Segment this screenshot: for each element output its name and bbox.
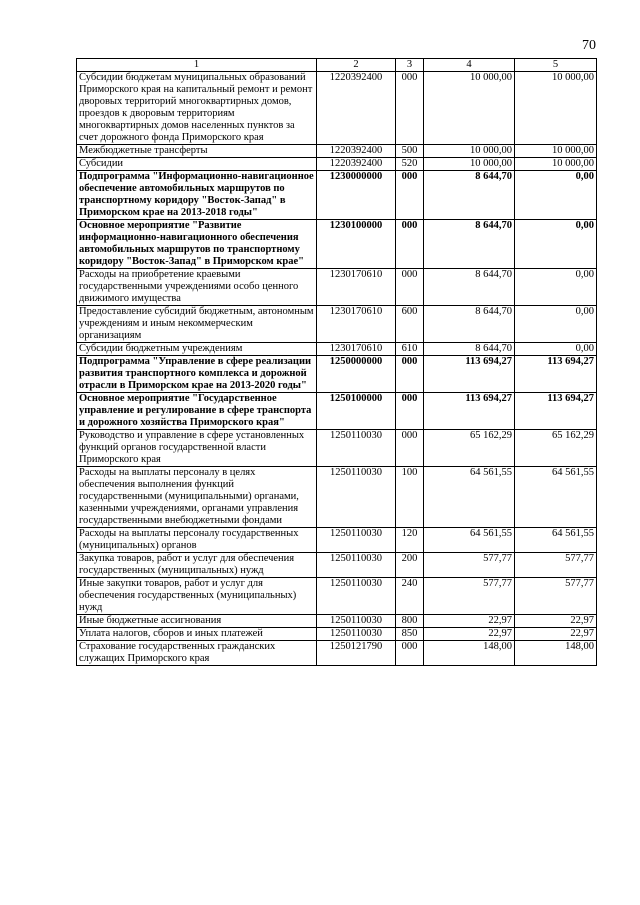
header-row <box>77 59 597 72</box>
row-name-cell: Иные бюджетные ассигнования <box>77 615 317 628</box>
header-col-2: 2 <box>317 59 396 72</box>
row-name-cell: Подпрограмма "Управление в сфере реализации развития транспортного комплекса и дорожной отрасли в Приморском крае на 2013-2020 годы" <box>77 356 317 393</box>
table-row <box>77 356 597 393</box>
row-sum-2020-cell: 577,77 <box>515 553 597 578</box>
table-row <box>77 641 597 666</box>
row-sum-2019-cell: 64 561,55 <box>424 467 515 528</box>
row-vr-cell: 240 <box>396 578 424 615</box>
row-sum-2020-cell: 113 694,27 <box>515 393 597 430</box>
table-row <box>77 171 597 220</box>
row-name-cell: Межбюджетные трансферты <box>77 145 317 158</box>
row-vr-cell: 000 <box>396 430 424 467</box>
row-sum-2020-cell: 65 162,29 <box>515 430 597 467</box>
row-code-cell: 1230000000 <box>317 171 396 220</box>
table-row <box>77 430 597 467</box>
row-sum-2019-cell: 113 694,27 <box>424 356 515 393</box>
row-sum-2019-cell: 8 644,70 <box>424 269 515 306</box>
row-name-cell: Руководство и управление в сфере установленных функций органов государственной власти Приморского края <box>77 430 317 467</box>
row-name-cell: Иные закупки товаров, работ и услуг для обеспечения государственных (муниципальных) нужд <box>77 578 317 615</box>
row-vr-cell: 100 <box>396 467 424 528</box>
row-name-cell: Субсидии бюджетам муниципальных образований Приморского края на капитальный ремонт и ремонт дворовых территорий многоквартирных домов, проездов к дворовым территориям многоквартирных домов населенных пунктов за счет дорожного фонда Приморского края <box>77 72 317 145</box>
table-row <box>77 158 597 171</box>
row-vr-cell: 800 <box>396 615 424 628</box>
row-code-cell: 1220392400 <box>317 158 396 171</box>
row-name-cell: Подпрограмма "Информационно-навигационное обеспечение автомобильных маршрутов по транспортному коридору "Восток-Запад" в Приморском крае на 2013-2018 годы" <box>77 171 317 220</box>
row-sum-2020-cell: 64 561,55 <box>515 528 597 553</box>
row-vr-cell: 000 <box>396 269 424 306</box>
row-code-cell: 1230100000 <box>317 220 396 269</box>
row-vr-cell: 000 <box>396 171 424 220</box>
row-sum-2020-cell: 0,00 <box>515 306 597 343</box>
row-name-cell: Расходы на выплаты персоналу государственных (муниципальных) органов <box>77 528 317 553</box>
table-row <box>77 220 597 269</box>
table-row <box>77 628 597 641</box>
row-code-cell: 1250110030 <box>317 578 396 615</box>
row-code-cell: 1250121790 <box>317 641 396 666</box>
row-sum-2020-cell: 10 000,00 <box>515 72 597 145</box>
row-vr-cell: 000 <box>396 72 424 145</box>
row-code-cell: 1250110030 <box>317 467 396 528</box>
row-code-cell: 1230170610 <box>317 269 396 306</box>
row-vr-cell: 000 <box>396 356 424 393</box>
row-name-cell: Субсидии <box>77 158 317 171</box>
row-sum-2020-cell: 64 561,55 <box>515 467 597 528</box>
row-sum-2019-cell: 577,77 <box>424 553 515 578</box>
table-row <box>77 578 597 615</box>
row-vr-cell: 610 <box>396 343 424 356</box>
table-row <box>77 553 597 578</box>
row-sum-2020-cell: 0,00 <box>515 343 597 356</box>
row-sum-2020-cell: 10 000,00 <box>515 145 597 158</box>
row-sum-2020-cell: 0,00 <box>515 220 597 269</box>
row-sum-2019-cell: 8 644,70 <box>424 220 515 269</box>
row-name-cell: Страхование государственных гражданских служащих Приморского края <box>77 641 317 666</box>
header-col-1: 1 <box>77 59 317 72</box>
row-sum-2019-cell: 10 000,00 <box>424 145 515 158</box>
page-number: 70 <box>582 38 596 53</box>
row-vr-cell: 600 <box>396 306 424 343</box>
row-sum-2020-cell: 0,00 <box>515 269 597 306</box>
row-sum-2020-cell: 10 000,00 <box>515 158 597 171</box>
row-name-cell: Закупка товаров, работ и услуг для обеспечения государственных (муниципальных) нужд <box>77 553 317 578</box>
row-sum-2020-cell: 113 694,27 <box>515 356 597 393</box>
row-name-cell: Расходы на выплаты персоналу в целях обеспечения выполнения функций государственными (муниципальными) органами, казенными учреждениями, органами управления государственными внебюджетными фондами <box>77 467 317 528</box>
row-code-cell: 1250110030 <box>317 553 396 578</box>
table-row <box>77 72 597 145</box>
row-sum-2019-cell: 22,97 <box>424 628 515 641</box>
row-sum-2020-cell: 148,00 <box>515 641 597 666</box>
table-row <box>77 145 597 158</box>
row-vr-cell: 000 <box>396 393 424 430</box>
table-row <box>77 615 597 628</box>
row-name-cell: Основное мероприятие "Развитие информационно-навигационного обеспечения автомобильных маршрутов по транспортному коридору "Восток-Запад" в Приморском крае" <box>77 220 317 269</box>
table-body <box>77 72 597 666</box>
table-row <box>77 393 597 430</box>
row-sum-2019-cell: 8 644,70 <box>424 343 515 356</box>
row-code-cell: 1220392400 <box>317 72 396 145</box>
header-col-3: 3 <box>396 59 424 72</box>
row-sum-2019-cell: 113 694,27 <box>424 393 515 430</box>
budget-table <box>76 58 597 666</box>
row-code-cell: 1250100000 <box>317 393 396 430</box>
row-name-cell: Предоставление субсидий бюджетным, автономным учреждениям и иным некоммерческим организациям <box>77 306 317 343</box>
row-code-cell: 1230170610 <box>317 306 396 343</box>
row-sum-2020-cell: 577,77 <box>515 578 597 615</box>
row-vr-cell: 500 <box>396 145 424 158</box>
row-sum-2019-cell: 577,77 <box>424 578 515 615</box>
row-vr-cell: 520 <box>396 158 424 171</box>
row-code-cell: 1230170610 <box>317 343 396 356</box>
table-row <box>77 306 597 343</box>
row-vr-cell: 850 <box>396 628 424 641</box>
row-code-cell: 1250110030 <box>317 615 396 628</box>
row-sum-2020-cell: 22,97 <box>515 615 597 628</box>
row-sum-2019-cell: 65 162,29 <box>424 430 515 467</box>
row-name-cell: Уплата налогов, сборов и иных платежей <box>77 628 317 641</box>
row-code-cell: 1250110030 <box>317 628 396 641</box>
row-vr-cell: 120 <box>396 528 424 553</box>
row-sum-2019-cell: 64 561,55 <box>424 528 515 553</box>
table-row <box>77 269 597 306</box>
row-code-cell: 1250000000 <box>317 356 396 393</box>
header-col-5: 5 <box>515 59 597 72</box>
row-sum-2019-cell: 8 644,70 <box>424 306 515 343</box>
table-row <box>77 528 597 553</box>
row-sum-2020-cell: 0,00 <box>515 171 597 220</box>
row-vr-cell: 000 <box>396 641 424 666</box>
row-vr-cell: 000 <box>396 220 424 269</box>
table-row <box>77 343 597 356</box>
row-sum-2019-cell: 10 000,00 <box>424 158 515 171</box>
row-name-cell: Основное мероприятие "Государственное управление и регулирование в сфере транспорта и дорожного хозяйства Приморского края" <box>77 393 317 430</box>
row-name-cell: Расходы на приобретение краевыми государственными учреждениями особо ценного движимого имущества <box>77 269 317 306</box>
row-sum-2019-cell: 22,97 <box>424 615 515 628</box>
row-sum-2019-cell: 148,00 <box>424 641 515 666</box>
row-vr-cell: 200 <box>396 553 424 578</box>
row-code-cell: 1220392400 <box>317 145 396 158</box>
row-code-cell: 1250110030 <box>317 430 396 467</box>
row-code-cell: 1250110030 <box>317 528 396 553</box>
row-sum-2019-cell: 10 000,00 <box>424 72 515 145</box>
row-name-cell: Субсидии бюджетным учреждениям <box>77 343 317 356</box>
header-col-4: 4 <box>424 59 515 72</box>
row-sum-2020-cell: 22,97 <box>515 628 597 641</box>
row-sum-2019-cell: 8 644,70 <box>424 171 515 220</box>
table-row <box>77 467 597 528</box>
